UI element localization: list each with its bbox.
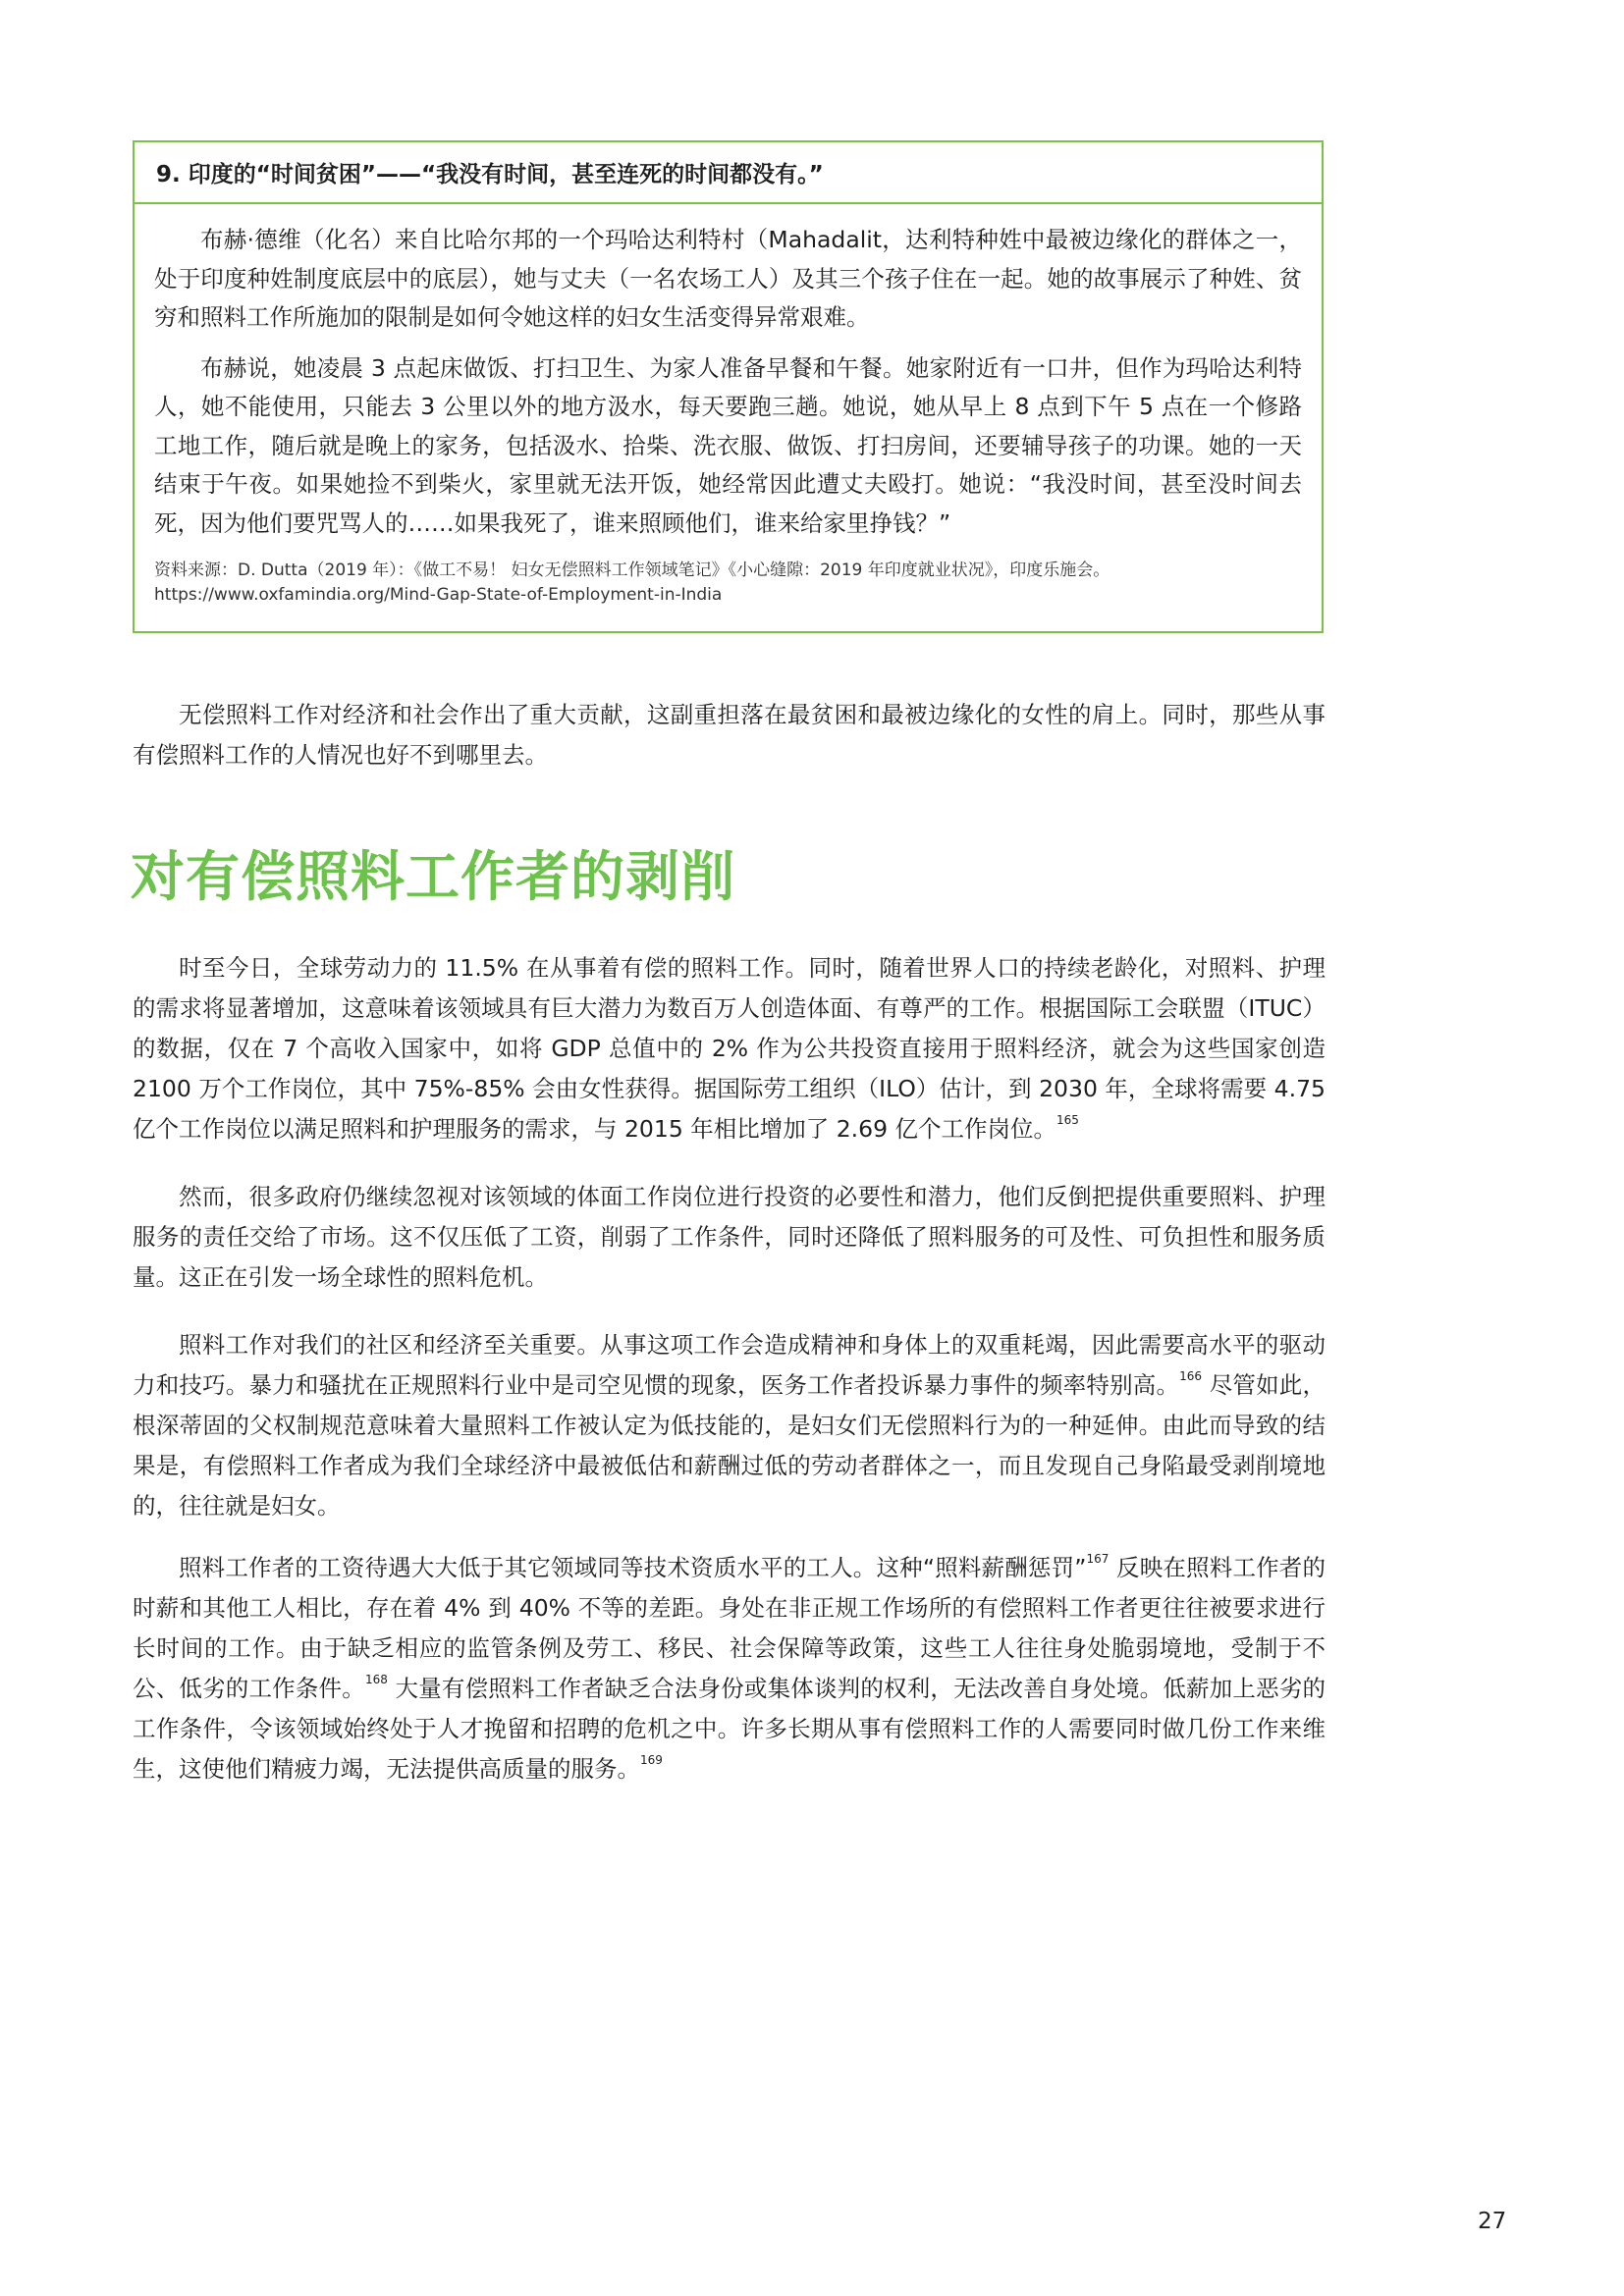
paragraph-text: 反映在照料工作者的时薪和其他工人相比，存在着 4% 到 40% 不等的差距。身处在非正规工作场所的有偿照料工作者更往往被要求进行长时间的工作。由于缺乏相应的监管条例及劳工、移民、社会保障等政策，这些工人往往身处脆弱境地，受制于不公、低劣的工作条件。 bbox=[133, 1554, 1326, 1702]
case-study-paragraph: 布赫说，她凌晨 3 点起床做饭、打扫卫生、为家人准备早餐和午餐。她家附近有一口井，但作为玛哈达利特人，她不能使用，只能去 3 公里以外的地方汲水，每天要跑三趟。她说，她从早上 8 点到下午 5 点在一个修路工地工作，随后就是晚上的家务，包括汲水、拾柴、洗衣服、做饭、打扫房间，还要辅导孩子的功课。她的一天结束于午夜。如果她捡不到柴火，家里就无法开饭，她经常因此遭丈夫殴打。她说：“我没时间，甚至没时间去死，因为他们要咒骂人的……如果我死了，谁来照顾他们，谁来给家里挣钱？” bbox=[154, 353, 1302, 537]
body-paragraph bbox=[133, 948, 1326, 1149]
body-paragraph bbox=[133, 1325, 1326, 1526]
body-paragraph bbox=[133, 1548, 1326, 1789]
body-paragraph: 然而，很多政府仍继续忽视对该领域的体面工作岗位进行投资的必要性和潜力，他们反倒把提供重要照料、护理服务的责任交给了市场。这不仅压低了工资，削弱了工作条件，同时还降低了照料服务的可及性、可负担性和服务质量。这正在引发一场全球性的照料危机。 bbox=[133, 1183, 1326, 1291]
footnote-ref[interactable]: 166 bbox=[1179, 1369, 1203, 1384]
case-study-body bbox=[135, 204, 1322, 608]
paragraph-text: 大量有偿照料工作者缺乏合法身份或集体谈判的权利，无法改善自身处境。低薪加上恶劣的工作条件，令该领域始终处于人才挽留和招聘的危机之中。许多长期从事有偿照料工作的人需要同时做几份工作来维生，这使他们精疲力竭，无法提供高质量的服务。 bbox=[133, 1675, 1326, 1783]
paragraph-text: 尽管如此，根深蒂固的父权制规范意味着大量照料工作被认定为低技能的，是妇女们无偿照料行为的一种延伸。由此而导致的结果是，有偿照料工作者成为我们全球经济中最被低估和薪酬过低的劳动者群体之一，而且发现自己身陷最受剥削境地的，往往就是妇女。 bbox=[133, 1371, 1326, 1520]
case-study-box bbox=[133, 140, 1324, 633]
page-number: 27 bbox=[1478, 2209, 1507, 2234]
footnote-ref[interactable]: 167 bbox=[1086, 1552, 1110, 1567]
source-citation: 资料来源：D. Dutta（2019 年）：《做工不易！ 妇女无偿照料工作领域笔记》《小心缝隙：2019 年印度就业状况》，印度乐施会。 bbox=[154, 561, 1110, 580]
case-study-source bbox=[154, 559, 1302, 608]
footnote-ref[interactable]: 168 bbox=[364, 1673, 388, 1687]
paragraph-text: 照料工作对我们的社区和经济至关重要。从事这项工作会造成精神和身体上的双重耗竭，因此需要高水平的驱动力和技巧。暴力和骚扰在正规照料行业中是司空见惯的现象，医务工作者投诉暴力事件的频率特别高。 bbox=[133, 1331, 1326, 1399]
footnote-ref[interactable]: 169 bbox=[640, 1753, 663, 1768]
case-study-paragraph: 布赫·德维（化名）来自比哈尔邦的一个玛哈达利特村（Mahadalit，达利特种姓中最被边缘化的群体之一，处于印度种姓制度底层中的底层），她与丈夫（一名农场工人）及其三个孩子住在一起。她的故事展示了种姓、贫穷和照料工作所施加的限制是如何令她这样的妇女生活变得异常艰难。 bbox=[154, 226, 1302, 331]
section-title: 对有偿照料工作者的剥削 bbox=[131, 845, 736, 908]
paragraph-text: 照料工作者的工资待遇大大低于其它领域同等技术资质水平的工人。这种“照料薪酬惩罚” bbox=[179, 1554, 1087, 1581]
paragraph-text: 时至今日，全球劳动力的 11.5% 在从事着有偿的照料工作。同时，随着世界人口的持续老龄化，对照料、护理的需求将显著增加，这意味着该领域具有巨大潜力为数百万人创造体面、有尊严的工作。根据国际工会联盟（ITUC）的数据，仅在 7 个高收入国家中，如将 GDP 总值中的 2% 作为公共投资直接用于照料经济，就会为这些国家创造 2100 万个工作岗位，其中 75%-85% 会由女性获得。据国际劳工组织（ILO）估计，到 2030 年，全球将需要 4.75 亿个工作岗位以满足照料和护理服务的需求，与 2015 年相比增加了 2.69 亿个工作岗位。 bbox=[133, 954, 1326, 1143]
source-url-link[interactable]: https://www.oxfamindia.org/Mind-Gap-State-of-Employment-in-India bbox=[154, 585, 723, 605]
intro-paragraph: 无偿照料工作对经济和社会作出了重大贡献，这副重担落在最贫困和最被边缘化的女性的肩上。同时，那些从事有偿照料工作的人情况也好不到哪里去。 bbox=[133, 701, 1326, 769]
case-study-title: 9. 印度的“时间贫困”——“我没有时间，甚至连死的时间都没有。” bbox=[135, 142, 1322, 204]
footnote-ref[interactable]: 165 bbox=[1056, 1113, 1079, 1128]
